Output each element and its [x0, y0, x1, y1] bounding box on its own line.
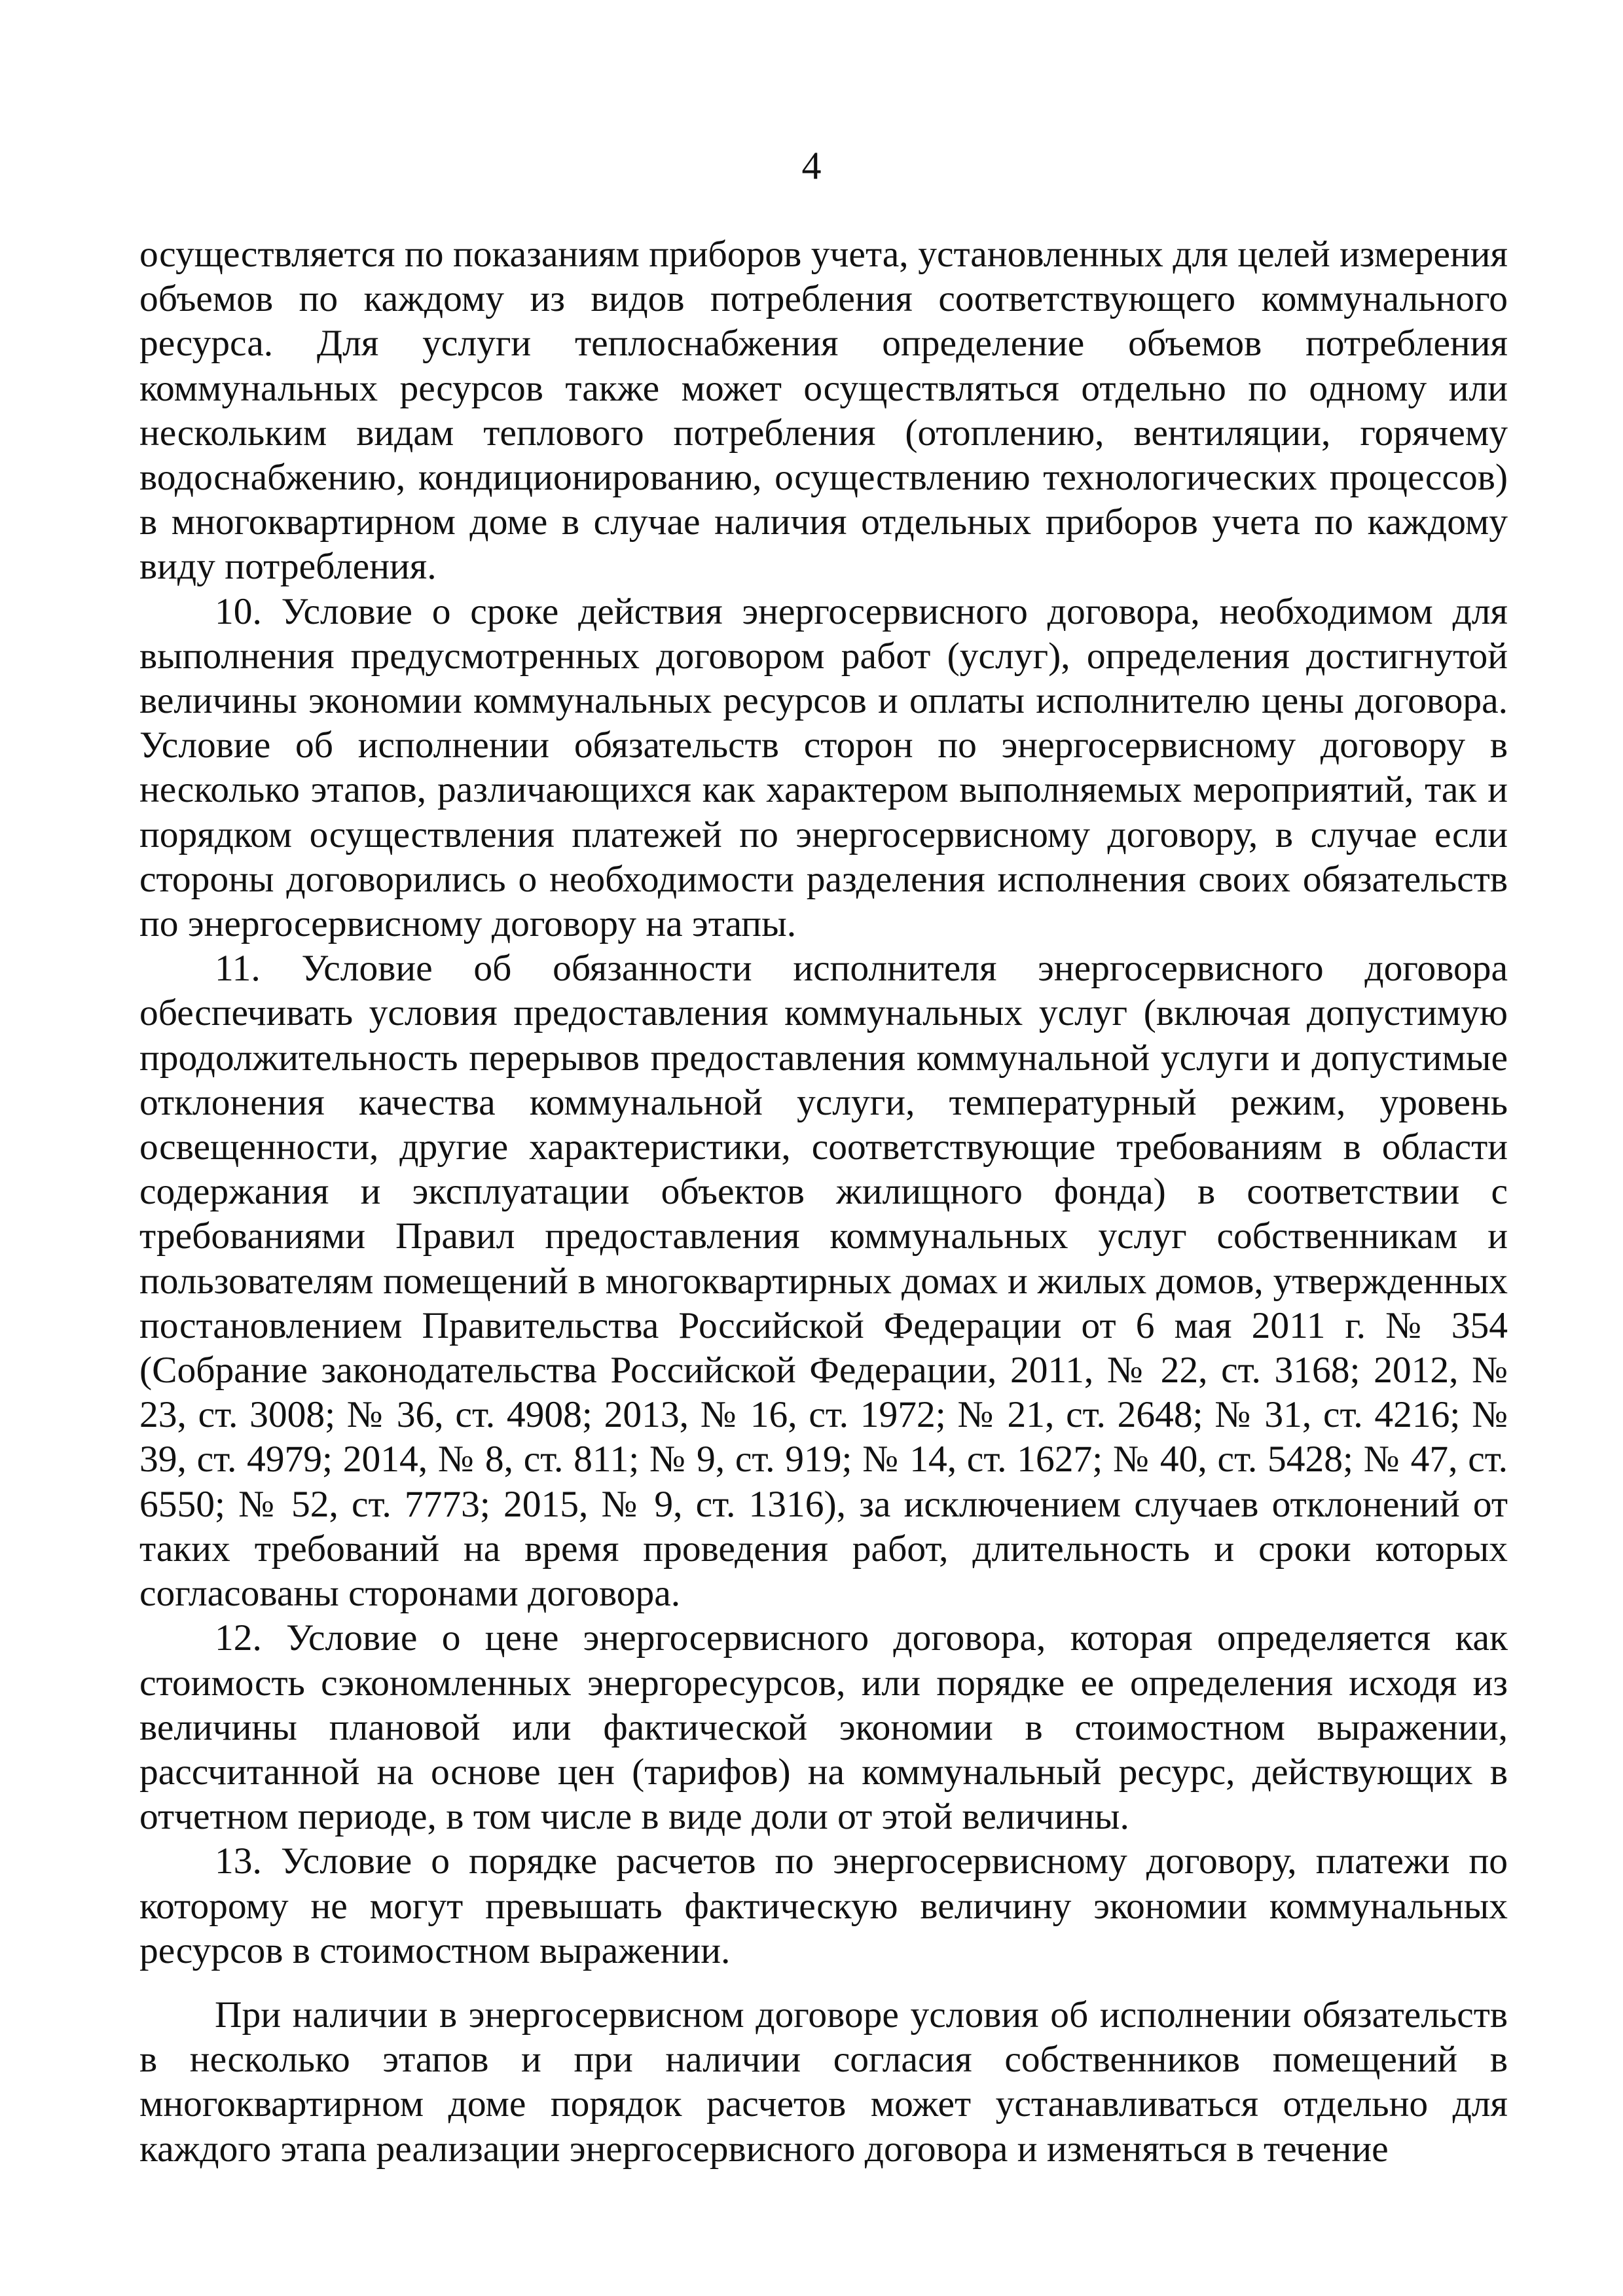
paragraph-item-10: 10. Условие о сроке действия энергосервисного договора, необходимом для выполнения предусмотренных договором работ (услуг), определения достигнутой величины экономии коммунальных ресурсов и оплаты исполнителю цены договора. Условие об исполнении обязательств сторон по энергосервисному договору в несколько этапов, различающихся как характером выполняемых мероприятий, так и порядком осуществления платежей по энергосервисному договору, в случае если стороны договорились о необходимости разделения исполнения своих обязательств по энергосервисному договору на этапы. — [139, 590, 1508, 945]
document-body — [139, 232, 1508, 2172]
page-number: 4 — [801, 144, 822, 187]
paragraph-payment-stages: При наличии в энергосервисном договоре условия об исполнении обязательств в несколько этапов и при наличии согласия собственников помещений в многоквартирном доме порядок расчетов может устанавливаться отдельно для каждого этапа реализации энергосервисного договора и изменяться в течение — [139, 1994, 1508, 2170]
paragraph-continuation: осуществляется по показаниям приборов учета, установленных для целей измерения объемов по каждому из видов потребления соответствующего коммунального ресурса. Для услуги теплоснабжения определение объемов потребления коммунальных ресурсов также может осуществляться отдельно по одному или нескольким видам теплового потребления (отоплению, вентиляции, горячему водоснабжению, кондиционированию, осуществлению технологических процессов) в многоквартирном доме в случае наличия отдельных приборов учета по каждому виду потребления. — [139, 234, 1508, 588]
paragraph-item-12: 12. Условие о цене энергосервисного договора, которая определяется как стоимость сэкономленных энергоресурсов, или порядке ее определения исходя из величины плановой или фактической экономии в стоимостном выражении, рассчитанной на основе цен (тарифов) на коммунальный ресурс, действующих в отчетном периоде, в том числе в виде доли от этой величины. — [139, 1617, 1508, 1838]
paragraph-item-13: 13. Условие о порядке расчетов по энергосервисному договору, платежи по которому не могут превышать фактическую величину экономии коммунальных ресурсов в стоимостном выражении. — [139, 1840, 1508, 1971]
paragraph-item-11: 11. Условие об обязанности исполнителя энергосервисного договора обеспечивать условия предоставления коммунальных услуг (включая допустимую продолжительность перерывов предоставления коммунальной услуги и допустимые отклонения качества коммунальной услуги, температурный режим, уровень освещенности, другие характеристики, соответствующие требованиям в области содержания и эксплуатации объектов жилищного фонда) в соответствии с требованиями Правил предоставления коммунальных услуг собственникам и пользователям помещений в многоквартирных домах и жилых домов, утвержденных постановлением Правительства Российской Федерации от 6 мая 2011 г. № 354 (Собрание законодательства Российской Федерации, 2011, № 22, ст. 3168; 2012, № 23, ст. 3008; № 36, ст. 4908; 2013, № 16, ст. 1972; № 21, ст. 2648; № 31, ст. 4216; № 39, ст. 4979; 2014, № 8, ст. 811; № 9, ст. 919; № 14, ст. 1627; № 40, ст. 5428; № 47, ст. 6550; № 52, ст. 7773; 2015, № 9, ст. 1316), за исключением случаев отклонений от таких требований на время проведения работ, длительность и сроки которых согласованы сторонами договора. — [139, 948, 1508, 1615]
